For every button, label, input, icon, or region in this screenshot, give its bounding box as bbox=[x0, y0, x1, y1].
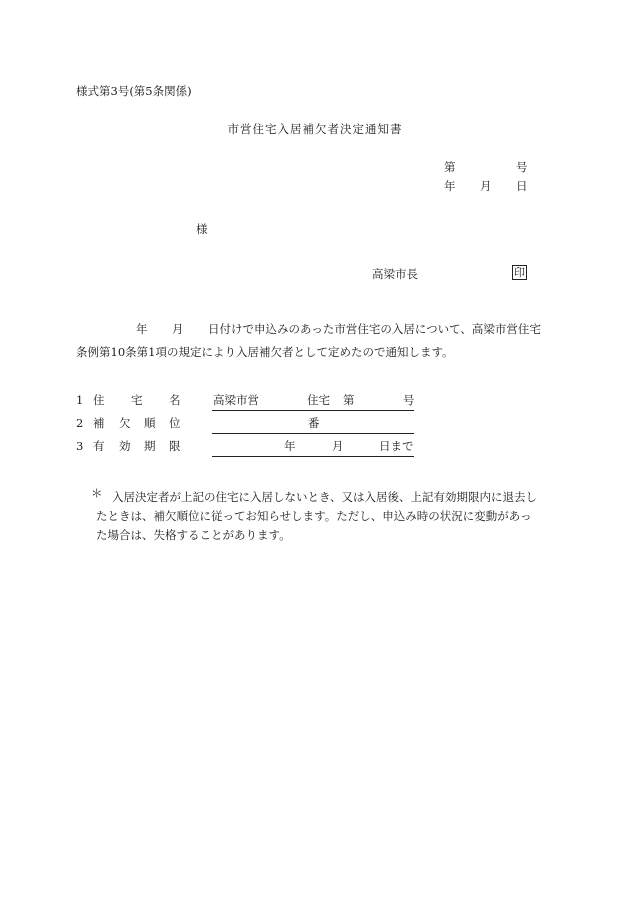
note-mark: ＊ bbox=[91, 486, 103, 500]
body-month: 月 bbox=[172, 322, 184, 336]
issue-date-day: 日 bbox=[516, 179, 528, 193]
issue-date-year: 年 bbox=[444, 179, 456, 193]
item-value-part: 月 bbox=[332, 439, 344, 453]
item-waiting-order bbox=[76, 418, 436, 434]
item-value-part: 住宅 bbox=[307, 393, 330, 407]
note-line: 入居決定者が上記の住宅に入居しないとき、又は入居後、上記有効期限内に退去し bbox=[112, 490, 538, 504]
addressee-suffix: 様 bbox=[196, 222, 208, 236]
item-label-char: 補 bbox=[93, 416, 105, 430]
item-value-part: 番 bbox=[308, 416, 320, 430]
item-label-char: 順 bbox=[144, 416, 156, 430]
item-number: 1 bbox=[76, 393, 84, 407]
item-label-char: 住 bbox=[93, 393, 105, 407]
item-label-char: 限 bbox=[169, 439, 181, 453]
underline bbox=[212, 456, 414, 457]
body-line-2: 条例第10条第1項の規定により入居補欠者として定めたので通知します。 bbox=[76, 345, 454, 359]
item-valid-period bbox=[76, 441, 436, 457]
item-label-char: 効 bbox=[119, 439, 131, 453]
item-label-char: 名 bbox=[169, 393, 181, 407]
item-value-part: 高梁市営 bbox=[213, 393, 259, 407]
item-value-part: 号 bbox=[403, 393, 415, 407]
issue-date-month: 月 bbox=[480, 179, 492, 193]
item-value-part: 日まで bbox=[379, 439, 414, 453]
note-line: た場合は、失格することがあります。 bbox=[96, 528, 291, 542]
item-label-char: 期 bbox=[144, 439, 156, 453]
item-label-char: 有 bbox=[93, 439, 105, 453]
seal-mark: 印 bbox=[514, 266, 525, 279]
note-text bbox=[96, 488, 562, 545]
item-label-char: 位 bbox=[169, 416, 181, 430]
item-value-part: 第 bbox=[343, 393, 355, 407]
item-number: 3 bbox=[76, 439, 84, 453]
document-title: 市営住宅入居補欠者決定通知書 bbox=[227, 122, 403, 136]
issuer-name: 高梁市長 bbox=[372, 267, 418, 281]
item-label-char: 宅 bbox=[131, 393, 143, 407]
body-year: 年 bbox=[136, 322, 148, 336]
body-line1-text: 日付けで申込みのあった市営住宅の入居について、高梁市営住宅 bbox=[208, 322, 541, 336]
underline bbox=[212, 433, 414, 434]
document-number-go: 号 bbox=[516, 160, 528, 174]
item-number: 2 bbox=[76, 416, 84, 430]
form-number: 様式第3号(第5条関係) bbox=[76, 84, 192, 98]
item-residence-name bbox=[76, 395, 436, 411]
underline bbox=[212, 410, 414, 411]
note-line: たときは、補欠順位に従ってお知らせします。ただし、申込み時の状況に変動があっ bbox=[96, 509, 532, 523]
document-number-dai: 第 bbox=[444, 160, 456, 174]
item-value-part: 年 bbox=[284, 439, 296, 453]
item-label-char: 欠 bbox=[119, 416, 131, 430]
